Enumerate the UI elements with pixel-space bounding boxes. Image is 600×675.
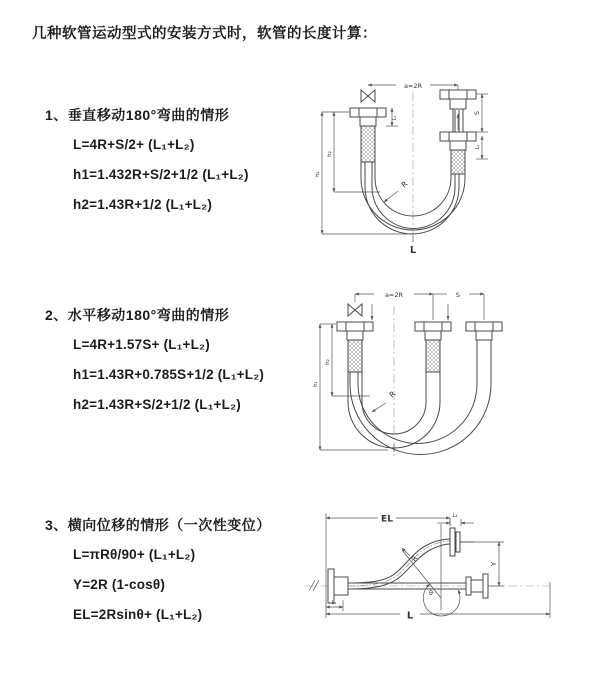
diagram-vertical-180-svg	[312, 70, 570, 258]
diagram-lateral-svg	[298, 498, 598, 648]
valve-icon	[361, 90, 375, 102]
dim-label-l1-top: L₁	[452, 513, 458, 519]
dim-label-l: L	[406, 610, 414, 622]
dimension-l1-left	[386, 108, 398, 126]
radius-label	[372, 389, 397, 412]
diagram-lateral	[298, 498, 598, 648]
hose-displaced	[348, 539, 450, 589]
section-lateral-displacement	[45, 516, 325, 624]
radius-line	[402, 550, 441, 598]
formula-line: EL=2Rsinθ+ (L₁+L₂)	[73, 607, 203, 622]
flange-middle	[415, 322, 451, 340]
valve-icon	[348, 304, 362, 316]
flange-right-moved	[440, 90, 476, 109]
flange-right-original	[440, 132, 476, 150]
formula-line: L=4R+1.57S+ (L₁+L₂)	[73, 337, 210, 352]
section-heading: 1、垂直移动180°弯曲的情形	[45, 107, 230, 123]
formula-line: Y=2R (1-cosθ)	[73, 577, 166, 592]
page-title: 几种软管运动型式的安装方式时，软管的长度计算：	[32, 26, 377, 42]
flange-left	[350, 108, 386, 126]
section-vertical-180	[45, 106, 325, 214]
diagram-horizontal-180-svg	[306, 282, 570, 470]
braided-section-left	[348, 340, 362, 372]
dimension-a2r	[355, 291, 433, 299]
section-heading: 2、水平移动180°弯曲的情形	[45, 307, 230, 323]
flange-right-original	[466, 574, 488, 598]
formula-line: h2=1.43R+1/2 (L₁+L₂)	[73, 197, 213, 212]
hose-curves	[348, 356, 491, 454]
formula-line: h1=1.43R+0.785S+1/2 (L₁+L₂)	[73, 367, 265, 382]
dim-label-a2r: a=2R	[403, 82, 423, 90]
dim-label-h2: h₂	[325, 359, 331, 365]
braided-section-middle	[426, 340, 440, 372]
diagram-vertical-180	[312, 70, 570, 258]
flange-left	[328, 569, 348, 603]
section-horizontal-180	[45, 306, 325, 414]
dimension-s	[473, 94, 488, 132]
dim-label-h1: h₁	[313, 381, 319, 387]
dim-label-y: Y	[490, 561, 498, 567]
dim-label-el: EL	[381, 514, 393, 525]
dim-label-theta: θ	[429, 589, 433, 597]
dim-label-l: L	[409, 245, 417, 256]
dim-label-r: R	[399, 179, 410, 190]
dim-label-s: S	[455, 291, 461, 299]
dim-label-a2r: a=2R	[384, 291, 404, 299]
dim-label-h1: h₁	[315, 171, 321, 177]
formula-line: L=4R+S/2+ (L₁+L₂)	[73, 137, 195, 152]
braided-section-right	[451, 150, 465, 174]
section-heading: 3、横向位移的情形（一次性变位）	[45, 517, 271, 533]
centerline-break	[309, 580, 319, 591]
dim-label-l1: L₁	[392, 115, 398, 121]
dim-label-l1: L₁	[475, 144, 481, 150]
dimension-l1-top	[437, 513, 474, 526]
dim-label-r: R	[410, 554, 420, 564]
formula-line: h2=1.43R+S/2+1/2 (L₁+L₂)	[73, 397, 241, 412]
dim-label-h2: h₂	[327, 151, 333, 157]
dimension-a2r	[368, 82, 458, 90]
dim-label-r: R	[387, 389, 398, 400]
flange-left	[337, 322, 373, 340]
flange-right	[466, 322, 502, 356]
formula-line: L=πRθ/90+ (L₁+L₂)	[73, 547, 196, 562]
braided-section-left	[361, 126, 375, 162]
dimension-el	[326, 513, 450, 618]
diagram-horizontal-180	[306, 282, 570, 470]
dim-label-s: S	[473, 110, 481, 116]
dimension-l1-right	[475, 136, 488, 159]
dim-label-l1-bottom: L₁	[331, 600, 337, 606]
formula-line: h1=1.432R+S/2+1/2 (L₁+L₂)	[73, 167, 249, 182]
radius-label	[384, 179, 409, 202]
dimension-s	[433, 291, 484, 299]
